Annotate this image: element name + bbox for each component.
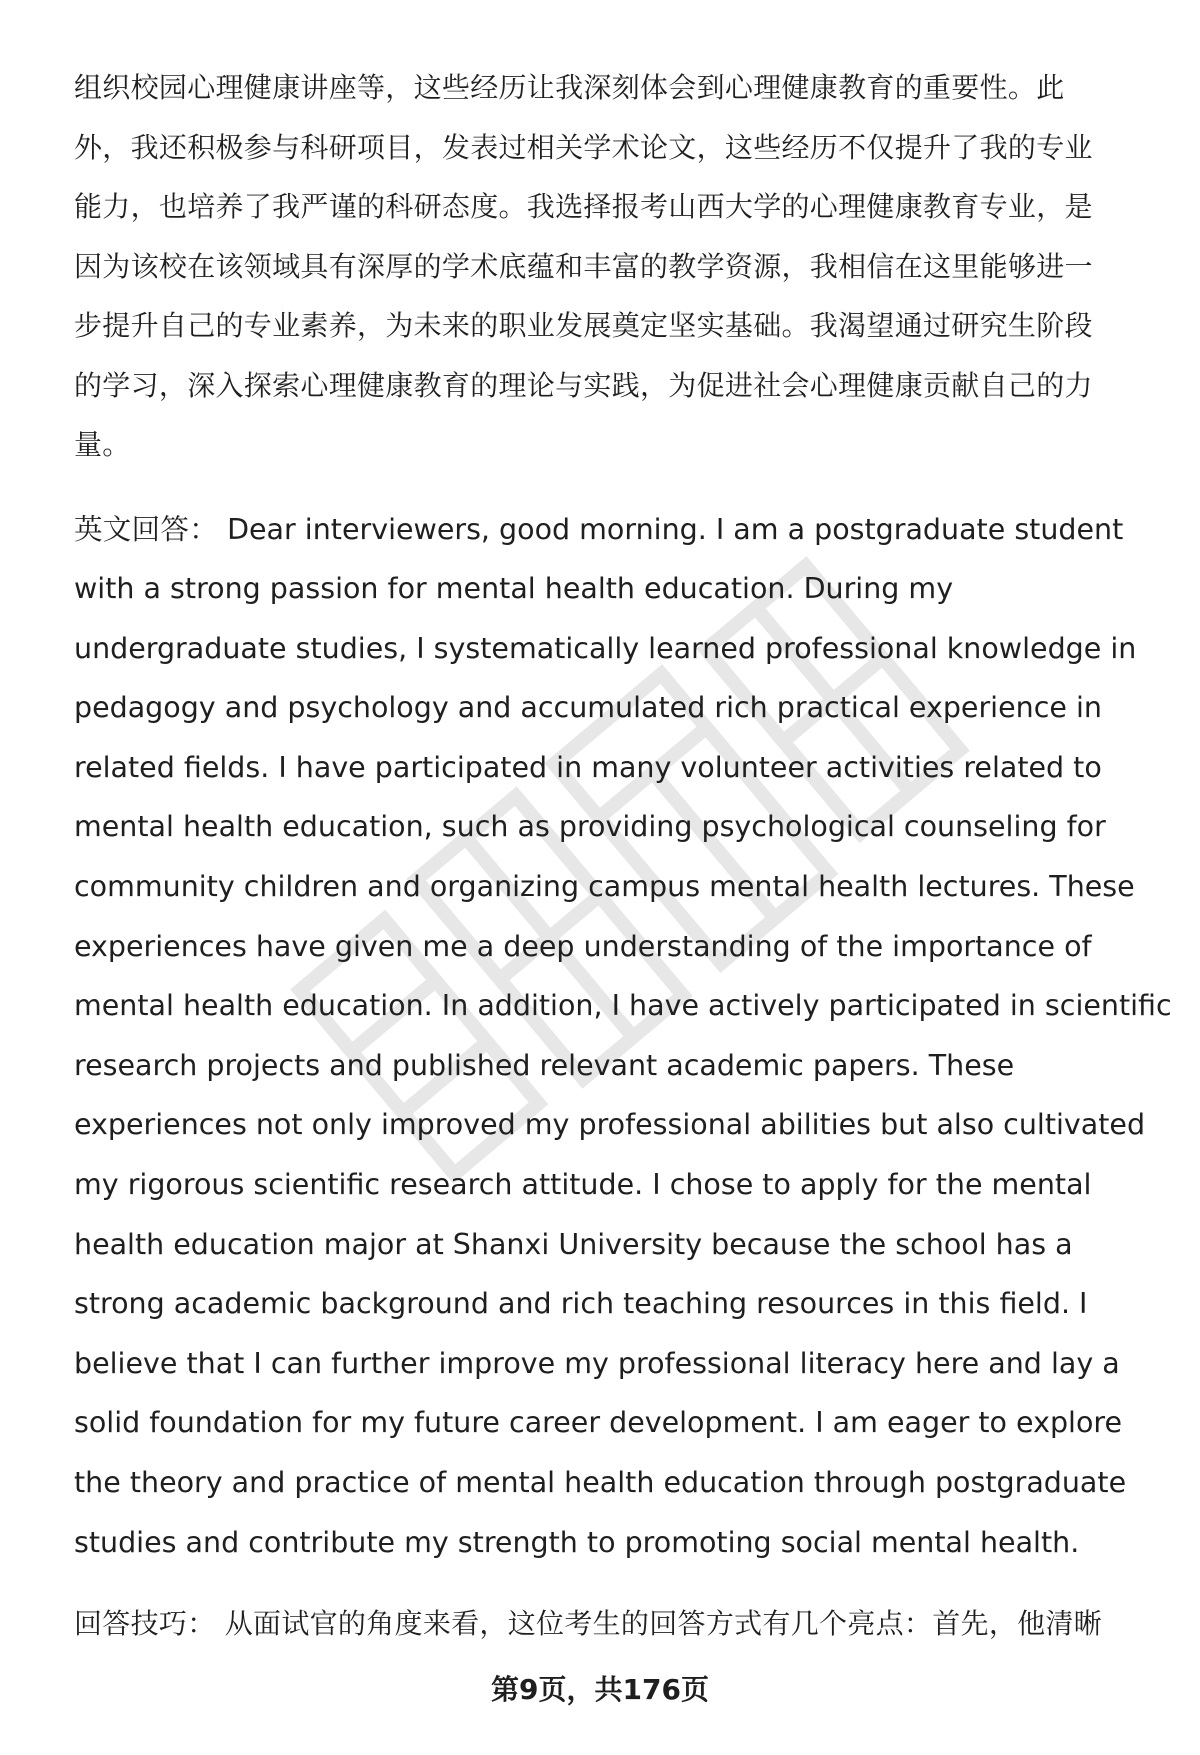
paragraph-line: related fields. I have participated in many volunteer activities related to — [74, 750, 1102, 784]
paragraph-line: 能力，也培养了我严谨的科研态度。我选择报考山西大学的心理健康教育专业，是 — [74, 190, 1093, 223]
english-answer-first-line: Dear interviewers, good morning. I am a postgraduate student — [227, 512, 1124, 546]
paragraph-line: my rigorous scientific research attitude. I chose to apply for the mental — [74, 1168, 1092, 1202]
answer-tips-paragraph — [74, 1594, 1154, 1654]
paragraph-line: 量。 — [74, 428, 131, 461]
paragraph-line: solid foundation for my future career development. I am eager to explore — [74, 1406, 1123, 1440]
english-answer-paragraph — [74, 500, 1172, 1573]
paragraph-line: mental health education, such as providing psychological counseling for — [74, 810, 1106, 844]
answer-tips-text: 从面试官的角度来看，这位考生的回答方式有几个亮点：首先，他清晰 — [224, 1607, 1103, 1641]
paragraph-line: mental health education. In addition, I have actively participated in scientific — [74, 989, 1172, 1023]
paragraph-line: 的学习，深入探索心理健康教育的理论与实践，为促进社会心理健康贡献自己的力 — [74, 368, 1093, 402]
english-answer-label: 英文回答： — [74, 512, 219, 546]
chinese-answer-paragraph — [74, 58, 1154, 475]
paragraph-line: experiences not only improved my professional abilities but also cultivated — [74, 1108, 1146, 1142]
paragraph-line: experiences have given me a deep understanding of the importance of — [74, 929, 1092, 963]
paragraph-line: the theory and practice of mental health education through postgraduate — [74, 1466, 1127, 1499]
paragraph-line: believe that I can further improve my professional literacy here and lay a — [74, 1346, 1120, 1380]
paragraph-line: research projects and published relevant academic papers. These — [74, 1048, 1015, 1082]
paragraph-line: with a strong passion for mental health education. During my — [74, 572, 954, 606]
paragraph-line: studies and contribute my strength to promoting social mental health. — [74, 1525, 1080, 1559]
answer-tips-label: 回答技巧： — [74, 1607, 216, 1641]
paragraph-line: 步提升自己的专业素养，为未来的职业发展奠定坚实基础。我渴望通过研究生阶段 — [74, 309, 1093, 342]
paragraph-line: pedagogy and psychology and accumulated rich practical experience in — [74, 691, 1102, 725]
paragraph-line: 因为该校在该领域具有深厚的学术底蕴和丰富的教学资源，我相信在这里能够进一 — [74, 249, 1093, 283]
paragraph-line: 组织校园心理健康讲座等，这些经历让我深刻体会到心理健康教育的重要性。此 — [74, 71, 1065, 104]
paragraph-line: community children and organizing campus mental health lectures. These — [74, 870, 1135, 904]
paragraph-line: 外，我还积极参与科研项目，发表过相关学术论文，这些经历不仅提升了我的专业 — [74, 130, 1093, 164]
page-number-footer: 第9页，共176页 — [491, 1673, 709, 1706]
document-content — [74, 58, 1172, 1654]
paragraph-line: health education major at Shanxi University because the school has a — [74, 1227, 1073, 1261]
paragraph-line — [74, 500, 1154, 560]
paragraph-line: strong academic background and rich teaching resources in this field. I — [74, 1287, 1088, 1321]
paragraph-line: undergraduate studies, I systematically learned professional knowledge in — [74, 631, 1137, 665]
